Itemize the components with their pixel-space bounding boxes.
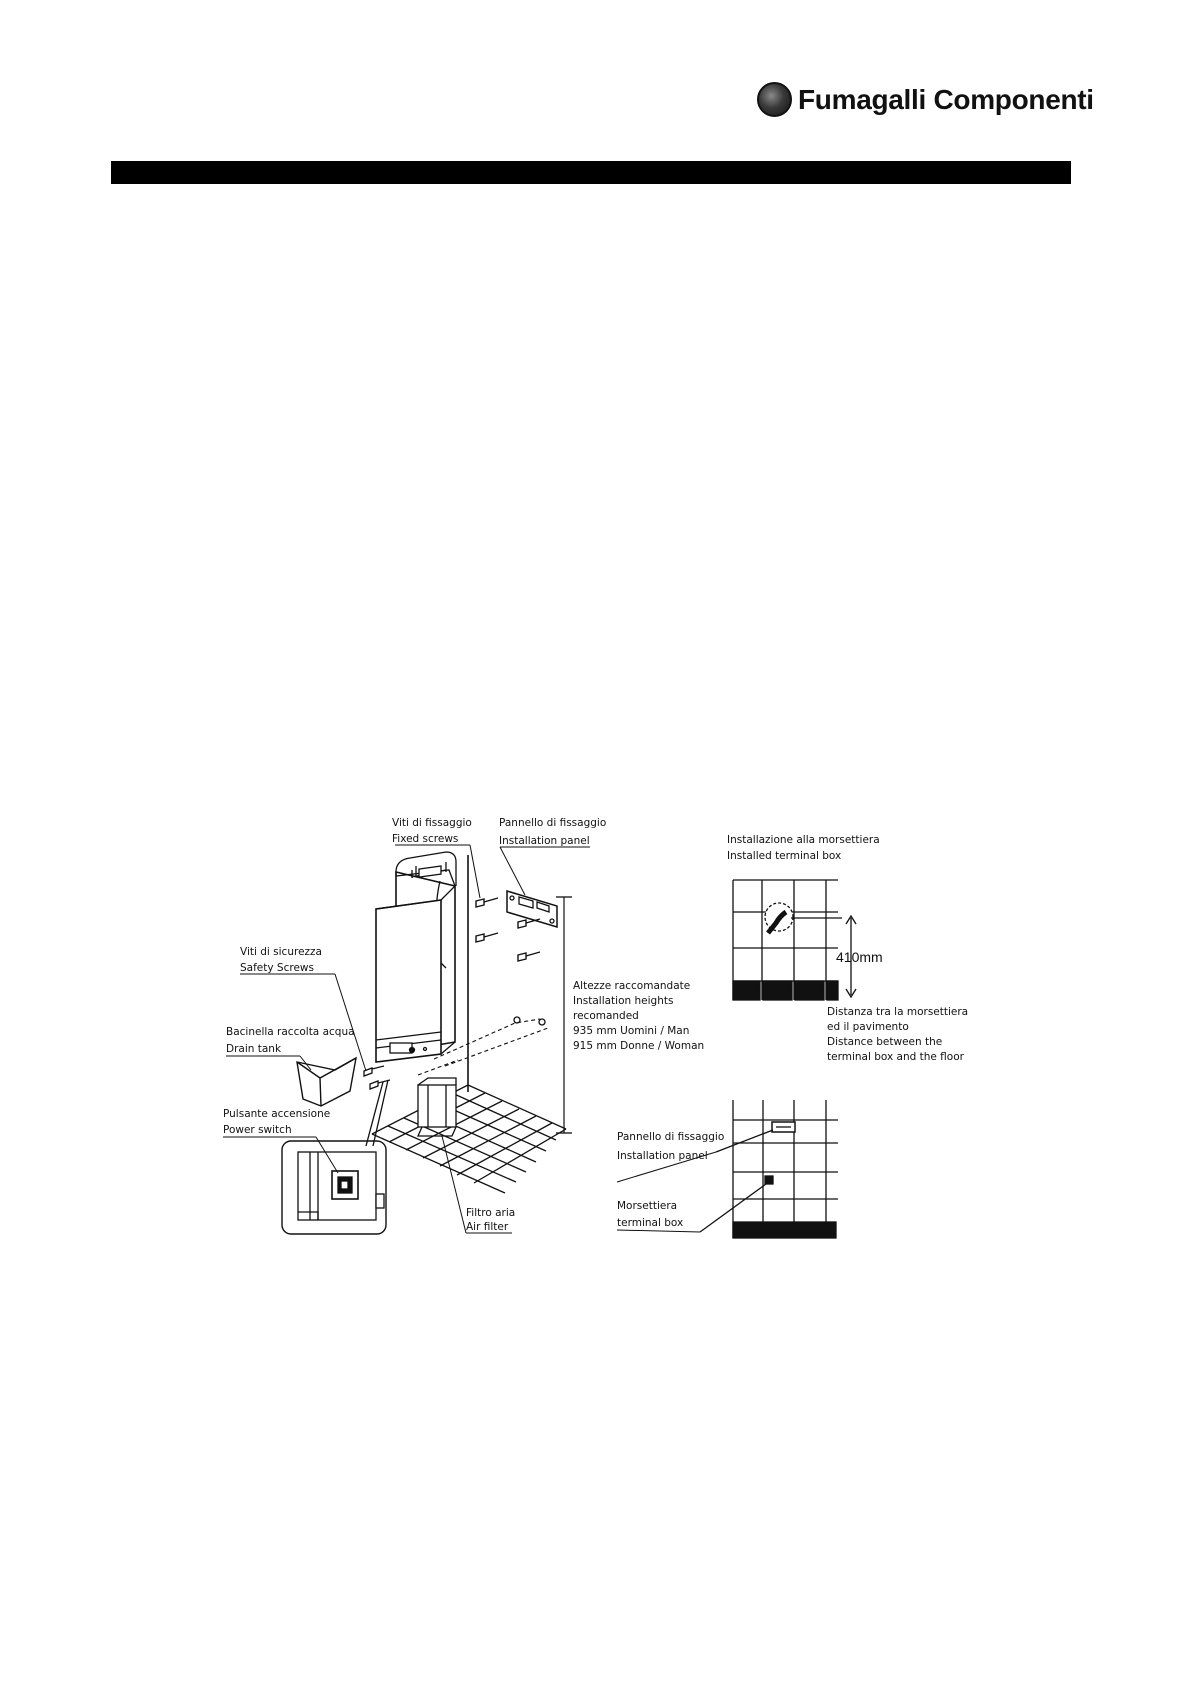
panel-label-bottom-it: Pannello di fissaggio (617, 1131, 725, 1143)
drain-tank-drawing (297, 1058, 356, 1106)
drain-tank-label-it: Bacinella raccolta acqua (226, 1026, 355, 1038)
heights-man: 935 mm Uomini / Man (573, 1025, 690, 1037)
power-switch-label-en: Power switch (223, 1124, 292, 1136)
power-switch-inset (282, 1080, 388, 1234)
air-filter-label-it: Filtro aria (466, 1207, 516, 1219)
floor-grid (372, 1085, 566, 1193)
panel-position-grid (700, 1100, 838, 1238)
heights-label-en2: recomanded (573, 1010, 639, 1022)
power-switch-label-it: Pulsante accensione (223, 1108, 331, 1120)
distance-label-it1: Distanza tra la morsettiera (827, 1006, 969, 1018)
dimension-label: 410mm (836, 949, 883, 965)
safety-screws-label-it: Viti di sicurezza (240, 946, 322, 958)
terminal-box-label-en: terminal box (617, 1217, 684, 1229)
heights-label-en1: Installation heights (573, 995, 674, 1007)
brand-name: Fumagalli Componenti (798, 83, 1094, 115)
panel-label-top-en: Installation panel (499, 835, 590, 847)
panel-label-top-it: Pannello di fissaggio (499, 817, 607, 829)
air-filter-label-en: Air filter (466, 1221, 509, 1233)
fixed-screws-label-en: Fixed screws (392, 833, 459, 845)
heights-label-it: Altezze raccomandate (573, 980, 691, 992)
panel-label-bottom-en: Installation panel (617, 1150, 708, 1162)
fixed-screws-label-it: Viti di fissaggio (392, 817, 472, 829)
hand-dryer (376, 852, 456, 1136)
distance-label-en1: Distance between the (827, 1036, 943, 1048)
terminal-box-label-it: Morsettiera (617, 1200, 678, 1212)
heights-woman: 915 mm Donne / Woman (573, 1040, 705, 1052)
terminal-install-label-en: Installed terminal box (727, 850, 842, 862)
distance-label-it2: ed il pavimento (827, 1021, 909, 1033)
distance-label-en2: terminal box and the floor (827, 1051, 964, 1063)
safety-screws-label-en: Safety Screws (240, 962, 314, 974)
terminal-install-grid (733, 880, 856, 1000)
drain-tank-label-en: Drain tank (226, 1043, 282, 1055)
terminal-install-label-it: Installazione alla morsettiera (727, 834, 880, 846)
